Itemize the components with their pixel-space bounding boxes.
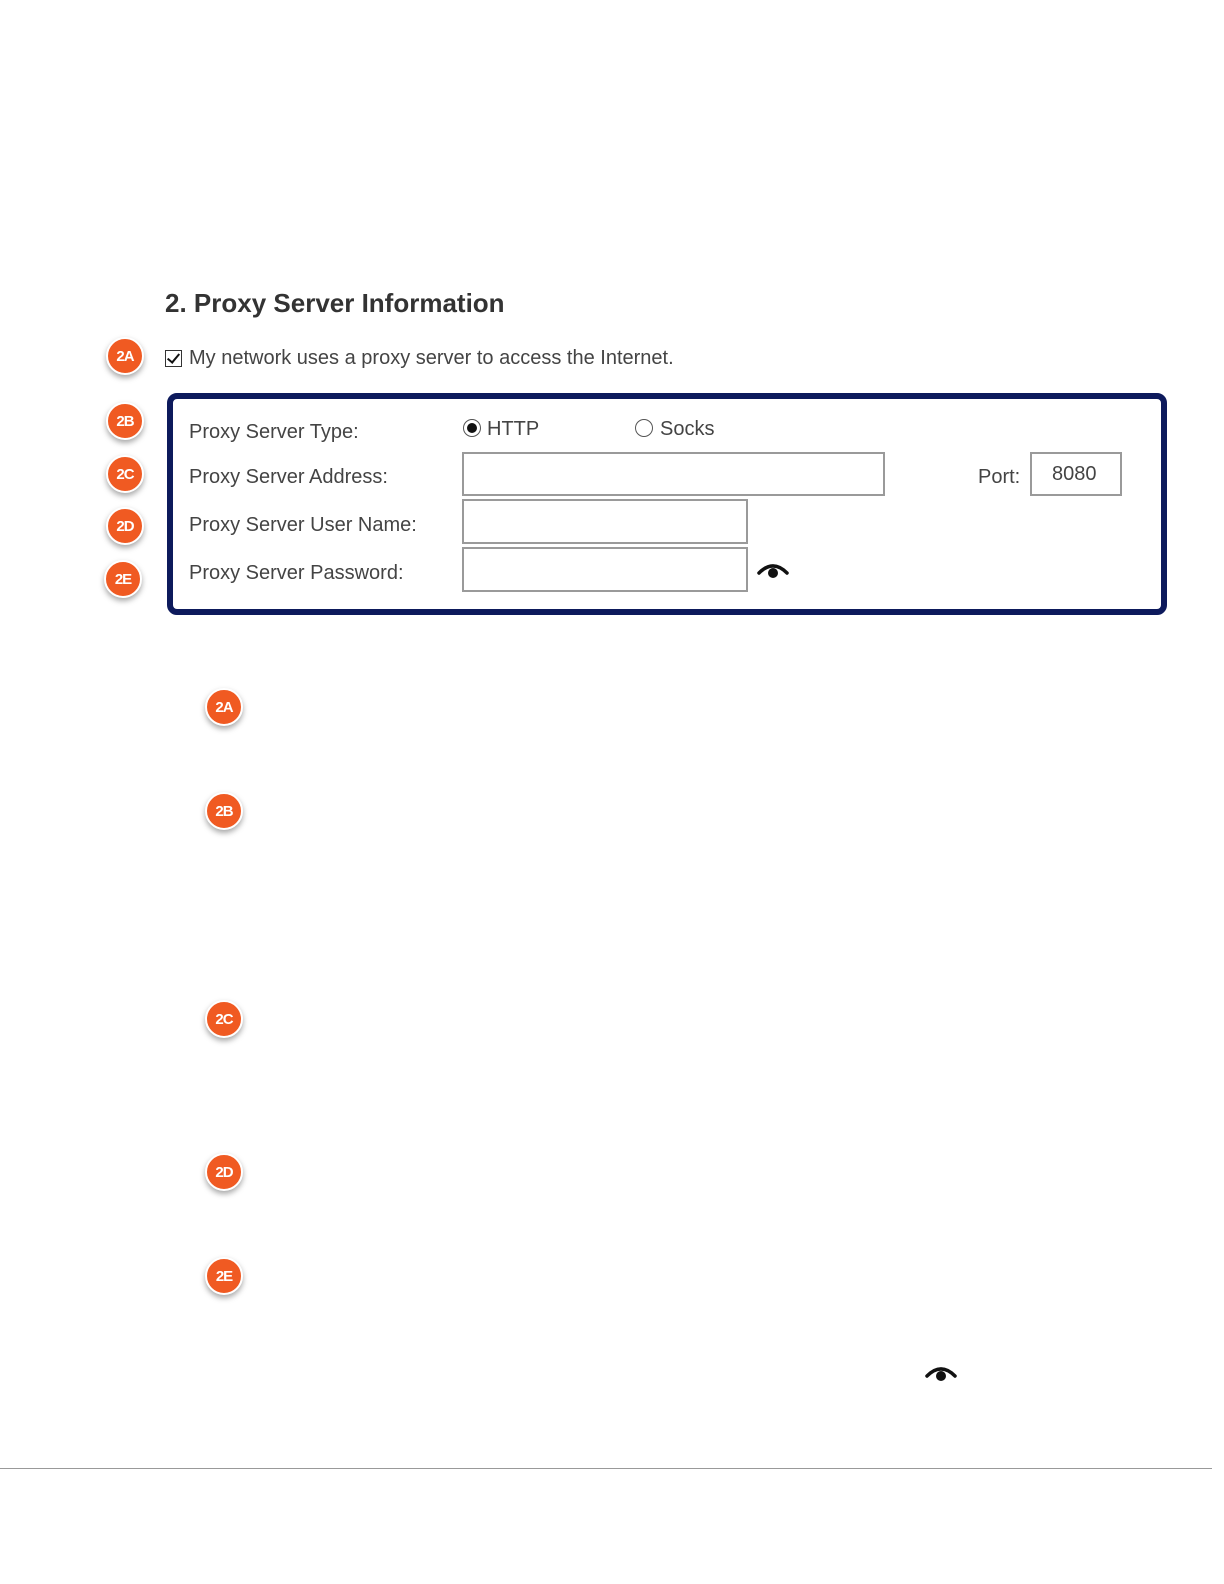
note-badge-2b: 2B [205,792,243,830]
proxy-address-input[interactable] [462,452,885,496]
port-input[interactable] [1030,452,1122,496]
badge-2a: 2A [106,337,144,375]
proxy-username-label: Proxy Server User Name: [189,514,417,536]
proxy-address-label: Proxy Server Address: [189,466,388,488]
socks-radio-label[interactable]: Socks [660,418,715,440]
port-label: Port: [978,466,1021,488]
note-badge-2a: 2A [205,688,243,726]
eye-icon-inline [925,1364,957,1384]
badge-2e: 2E [104,560,142,598]
http-radio[interactable] [463,419,481,437]
note-badge-2d: 2D [205,1153,243,1191]
badge-2d: 2D [106,507,144,545]
proxy-username-input[interactable] [462,499,748,544]
proxy-password-input[interactable] [462,547,748,592]
note-badge-2c: 2C [205,1000,243,1038]
proxy-checkbox[interactable] [165,350,182,367]
eye-icon[interactable] [757,561,789,581]
proxy-password-label: Proxy Server Password: [189,562,404,584]
note-badge-2e: 2E [205,1257,243,1295]
proxy-type-label: Proxy Server Type: [189,421,359,443]
http-radio-label[interactable]: HTTP [487,418,540,440]
proxy-checkbox-label: My network uses a proxy server to access the Internet. [189,347,674,369]
badge-2c: 2C [106,455,144,493]
section-title: 2. Proxy Server Information [165,288,505,318]
footer-divider [0,1468,1212,1469]
badge-2b: 2B [106,402,144,440]
socks-radio[interactable] [635,419,653,437]
proxy-checkbox-row[interactable] [165,347,674,370]
